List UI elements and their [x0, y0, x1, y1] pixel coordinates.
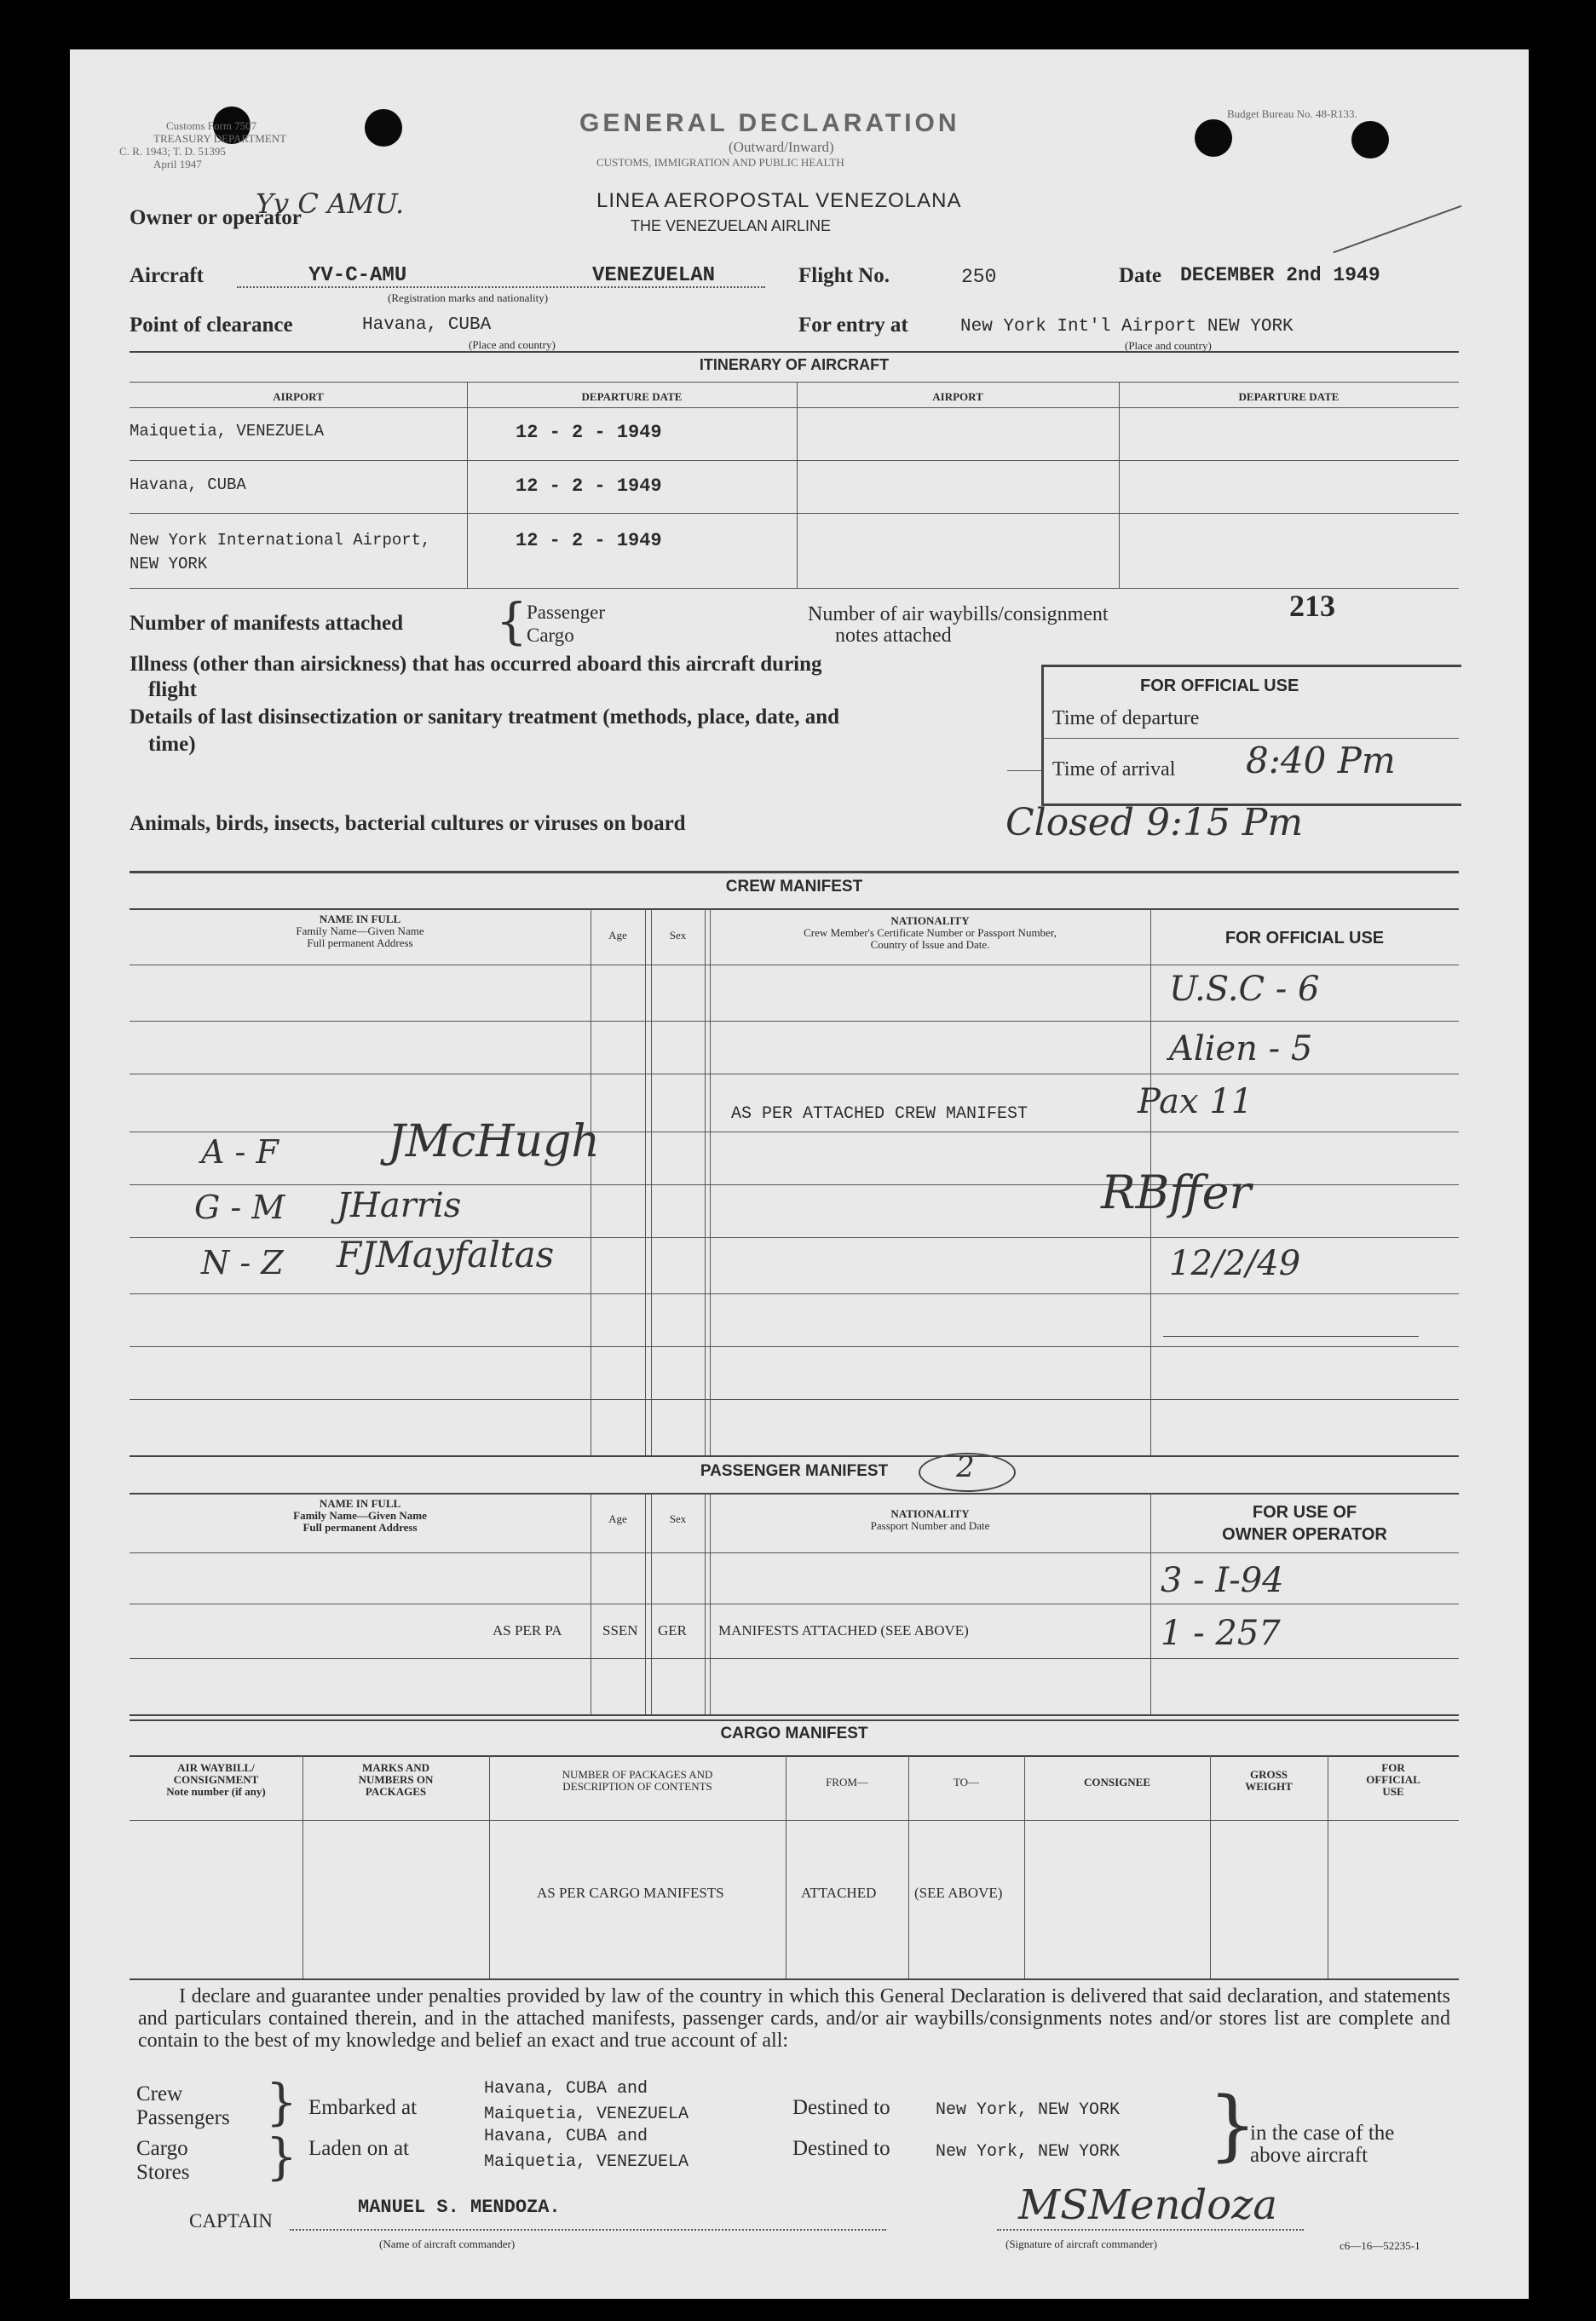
crew-head-official: FOR OFFICIAL USE — [1224, 929, 1385, 947]
owner-label: Owner or operator — [130, 206, 302, 229]
passenger-row-1 — [130, 1552, 1459, 1553]
itinerary-col-2 — [797, 382, 798, 588]
crew-official-note-2: Alien - 5 — [1169, 1029, 1313, 1068]
departure-label: Time of departure — [1052, 707, 1200, 729]
form-number: c6—16—52235-1 — [1340, 2239, 1420, 2252]
itinerary-row-2 — [130, 513, 1459, 514]
passenger-count: 2 — [956, 1450, 975, 1484]
cargo-head-waybill: AIR WAYBILL/ CONSIGNMENT Note number (if any) — [166, 1761, 266, 1798]
crew-attached-note: AS PER ATTACHED CREW MANIFEST — [731, 1104, 1028, 1124]
crew-group-code-2: G - M — [194, 1189, 285, 1226]
captain-line — [290, 2229, 886, 2231]
itinerary-airport-3: New York International Airport, NEW YORK — [130, 531, 431, 573]
passenger-col-4 — [705, 1493, 706, 1716]
waybills-value: 213 — [1289, 589, 1335, 623]
aircraft-label: Aircraft — [130, 264, 204, 287]
crew-official-note-3: Pax 11 — [1138, 1082, 1253, 1121]
crew-head-age: Age — [608, 929, 627, 942]
passenger-head-age: Age — [608, 1512, 627, 1525]
decl-case-2: above aircraft — [1250, 2144, 1368, 2167]
captain-caption: (Name of aircraft commander) — [379, 2237, 516, 2250]
itinerary-header-bottom — [130, 407, 1459, 408]
animals-label: Animals, birds, insects, bacterial cultures or viruses on board — [130, 812, 686, 835]
cargo-head-weight: GROSS WEIGHT — [1245, 1768, 1293, 1793]
itinerary-bottom — [130, 588, 1459, 589]
itinerary-col-1 — [467, 382, 468, 588]
crew-group-sig-1: JMcHugh — [388, 1116, 600, 1167]
crew-row-8 — [130, 1346, 1459, 1347]
aircraft-value: YV-C-AMU — [308, 264, 407, 287]
manifests-brace: { — [496, 592, 527, 650]
decl-case-1: in the case of the — [1250, 2122, 1395, 2145]
crew-head-name: NAME IN FULL Family Name—Given Name Full permanent Address — [296, 913, 424, 949]
arrival-label: Time of arrival — [1052, 758, 1176, 780]
arrival-value: 8:40 Pm — [1246, 740, 1396, 781]
crew-official-note-1: U.S.C - 6 — [1169, 970, 1320, 1009]
cargo-row-from: ATTACHED — [801, 1885, 877, 1901]
itinerary-date-3: 12 - 2 - 1949 — [516, 530, 662, 551]
crew-top — [130, 871, 1459, 873]
passenger-head-name: NAME IN FULL Family Name—Given Name Full permanent Address — [293, 1497, 427, 1534]
decl-destined-value-2: New York, NEW YORK — [936, 2142, 1121, 2162]
decl-destined-1: Destined to — [792, 2096, 890, 2119]
passenger-head-owner: FOR USE OF OWNER OPERATOR — [1222, 1503, 1387, 1544]
crew-bottom — [130, 1455, 1459, 1457]
itinerary-airport-1: Maiquetia, VENEZUELA — [130, 422, 325, 441]
itinerary-row-1 — [130, 460, 1459, 461]
itinerary-airport-2: Havana, CUBA — [130, 475, 246, 494]
decl-laden-value-1: Havana, CUBA and — [484, 2127, 648, 2146]
decl-brace-1: } — [266, 2073, 297, 2131]
decl-laden-value-2: Maiquetia, VENEZUELA — [484, 2152, 689, 2172]
crew-header-top — [130, 908, 1459, 910]
departure-line — [1041, 738, 1459, 739]
passenger-header-top — [130, 1493, 1459, 1495]
manifests-label: Number of manifests attached — [130, 612, 404, 635]
waybills-label: Number of air waybills/consignment — [808, 603, 1109, 625]
passenger-col-3 — [651, 1493, 652, 1716]
registration-caption: (Registration marks and nationality) — [388, 291, 549, 304]
entry-caption: (Place and country) — [1125, 339, 1212, 352]
itinerary-date-1: 12 - 2 - 1949 — [516, 422, 662, 443]
cargo-head-from: FROM— — [826, 1776, 868, 1788]
cargo-head-official: FOR OFFICIAL USE — [1366, 1761, 1420, 1798]
passenger-title: PASSENGER MANIFEST — [700, 1462, 889, 1480]
itinerary-head-date-2: DEPARTURE DATE — [1238, 390, 1340, 403]
manifests-passenger: Passenger — [527, 602, 605, 623]
cargo-row-description: AS PER CARGO MANIFESTS — [537, 1885, 724, 1901]
crew-group-sig-2: JHarris — [337, 1186, 462, 1225]
agencies: CUSTOMS, IMMIGRATION AND PUBLIC HEALTH — [596, 156, 844, 169]
closed-value: Closed 9:15 Pm — [1005, 801, 1304, 844]
cargo-bottom — [130, 1978, 1459, 1980]
crew-official-signature: RBffer — [1101, 1166, 1252, 1219]
nationality-value: VENEZUELAN — [592, 264, 716, 287]
passenger-row-name: AS PER PA — [493, 1622, 562, 1639]
passenger-row-3 — [130, 1658, 1459, 1659]
clearance-caption: (Place and country) — [469, 338, 556, 351]
form-ref: Customs Form 7507 TREASURY DEPARTMENT C. R. 1943; T. D. 51395 April 1947 — [119, 119, 287, 170]
passenger-row-nat: MANIFESTS ATTACHED (SEE ABOVE) — [718, 1622, 969, 1639]
decl-embarked-value-1: Havana, CUBA and — [484, 2079, 648, 2099]
clearance-label: Point of clearance — [130, 314, 293, 337]
crew-col-4 — [705, 908, 706, 1457]
cargo-head-to: TO— — [953, 1776, 980, 1788]
decl-brace-3: } — [1208, 2081, 1258, 2170]
captain-name: MANUEL S. MENDOZA. — [358, 2197, 561, 2218]
crew-col-5 — [710, 908, 711, 1457]
flight-no-label: Flight No. — [798, 264, 890, 287]
cargo-top — [130, 1719, 1459, 1721]
clearance-value: Havana, CUBA — [362, 315, 492, 335]
punch-hole-3 — [1195, 119, 1232, 157]
punch-hole-2 — [365, 109, 402, 147]
arrival-line — [1007, 770, 1041, 771]
itinerary-head-airport-2: AIRPORT — [932, 390, 983, 403]
decl-embarked-value-2: Maiquetia, VENEZUELA — [484, 2105, 689, 2124]
crew-head-sex: Sex — [669, 929, 687, 942]
crew-group-code-3: N - Z — [201, 1244, 284, 1281]
signature-caption: (Signature of aircraft commander) — [1005, 2237, 1157, 2250]
captain-signature: MSMendoza — [1018, 2181, 1278, 2229]
airline-subname: THE VENEZUELAN AIRLINE — [631, 217, 832, 234]
cargo-row-to: (SEE ABOVE) — [914, 1885, 1003, 1901]
crew-col-2 — [645, 908, 646, 1457]
crew-row-2 — [130, 1021, 1459, 1022]
passenger-owner-note-1: 3 - I-94 — [1161, 1561, 1284, 1600]
crew-group-code-1: A - F — [201, 1133, 279, 1171]
crew-row-9 — [130, 1399, 1459, 1400]
passenger-owner-note-2: 1 - 257 — [1161, 1614, 1281, 1653]
decl-brace-2: } — [266, 2128, 297, 2186]
official-box-title: FOR OFFICIAL USE — [1140, 677, 1299, 695]
airline-name: LINEA AEROPOSTAL VENEZOLANA — [596, 189, 962, 212]
decl-laden: Laden on at — [308, 2137, 410, 2160]
decl-cargo: Cargo — [136, 2137, 188, 2160]
entry-value: New York Int'l Airport NEW YORK — [960, 317, 1294, 337]
illness-label: Illness (other than airsickness) that has occurred aboard this aircraft during — [130, 653, 822, 676]
document-page — [70, 49, 1529, 2299]
decl-stores: Stores — [136, 2161, 190, 2184]
crew-row-5 — [130, 1184, 1459, 1185]
budget-number: Budget Bureau No. 48-R133. — [1227, 107, 1357, 120]
declaration-text: I declare and guarantee under penalties provided by law of the country in which this General Declaration is delivered that said declaration, and statements and particulars contained therein, and in the attached manifests, passenger cards, and/or air waybills/consignments notes and/or stores list are complete and contain to the best of my knowledge and belief an exact and true account of all: — [138, 1985, 1450, 2052]
crew-title: CREW MANIFEST — [725, 878, 863, 896]
cargo-header-top — [130, 1755, 1459, 1757]
decl-crew: Crew — [136, 2082, 183, 2105]
flight-no-value: 250 — [961, 266, 997, 288]
date-label: Date — [1119, 264, 1161, 287]
crew-row-7 — [130, 1293, 1459, 1294]
cargo-head-marks: MARKS AND NUMBERS ON PACKAGES — [358, 1761, 434, 1798]
itinerary-title: ITINERARY OF AIRCRAFT — [699, 356, 890, 373]
crew-official-underline — [1163, 1336, 1419, 1337]
decl-destined-value-1: New York, NEW YORK — [936, 2100, 1121, 2120]
itinerary-header-top — [130, 382, 1459, 383]
date-value: DECEMBER 2nd 1949 — [1180, 264, 1380, 286]
captain-label: CAPTAIN — [189, 2210, 273, 2232]
punch-hole-4 — [1351, 121, 1389, 158]
decl-embarked: Embarked at — [308, 2096, 418, 2119]
crew-head-nat: NATIONALITY Crew Member's Certificate Number or Passport Number, Country of Issue and Date. — [804, 914, 1057, 951]
entry-label: For entry at — [798, 314, 908, 337]
cargo-header-bottom — [130, 1820, 1459, 1821]
crew-col-3 — [651, 908, 652, 1457]
cargo-head-consignee: CONSIGNEE — [1083, 1776, 1151, 1788]
signature-line — [997, 2229, 1304, 2231]
itinerary-top — [130, 351, 1459, 353]
passenger-col-2 — [645, 1493, 646, 1716]
itinerary-date-2: 12 - 2 - 1949 — [516, 475, 662, 497]
document-title: GENERAL DECLARATION — [579, 109, 960, 137]
waybills-sub: notes attached — [835, 625, 952, 647]
passenger-row-age: SSEN — [602, 1622, 638, 1639]
itinerary-head-airport-1: AIRPORT — [273, 390, 324, 403]
passenger-row-sex: GER — [658, 1622, 687, 1639]
document-subtitle: (Outward/Inward) — [729, 139, 834, 155]
manifests-cargo: Cargo — [527, 625, 574, 646]
owner-value: Yv C AMU. — [256, 187, 405, 220]
itinerary-col-3 — [1119, 382, 1120, 588]
passenger-head-sex: Sex — [669, 1512, 687, 1525]
itinerary-head-date-1: DEPARTURE DATE — [581, 390, 683, 403]
decl-destined-2: Destined to — [792, 2137, 890, 2160]
cargo-head-description: NUMBER OF PACKAGES AND DESCRIPTION OF CONTENTS — [562, 1768, 713, 1793]
illness-label-2: flight — [148, 678, 197, 701]
decl-passengers: Passengers — [136, 2106, 230, 2129]
cargo-title: CARGO MANIFEST — [720, 1725, 868, 1742]
crew-group-sig-3: FJMayfaltas — [337, 1234, 555, 1276]
passenger-bottom — [130, 1714, 1459, 1716]
disinsect-label: Details of last disinsectization or sanitary treatment (methods, place, date, and — [130, 706, 840, 729]
crew-official-date: 12/2/49 — [1169, 1244, 1301, 1283]
passenger-head-nat: NATIONALITY Passport Number and Date — [870, 1507, 990, 1532]
disinsect-label-2: time) — [148, 733, 196, 756]
crew-row-6 — [130, 1237, 1459, 1238]
